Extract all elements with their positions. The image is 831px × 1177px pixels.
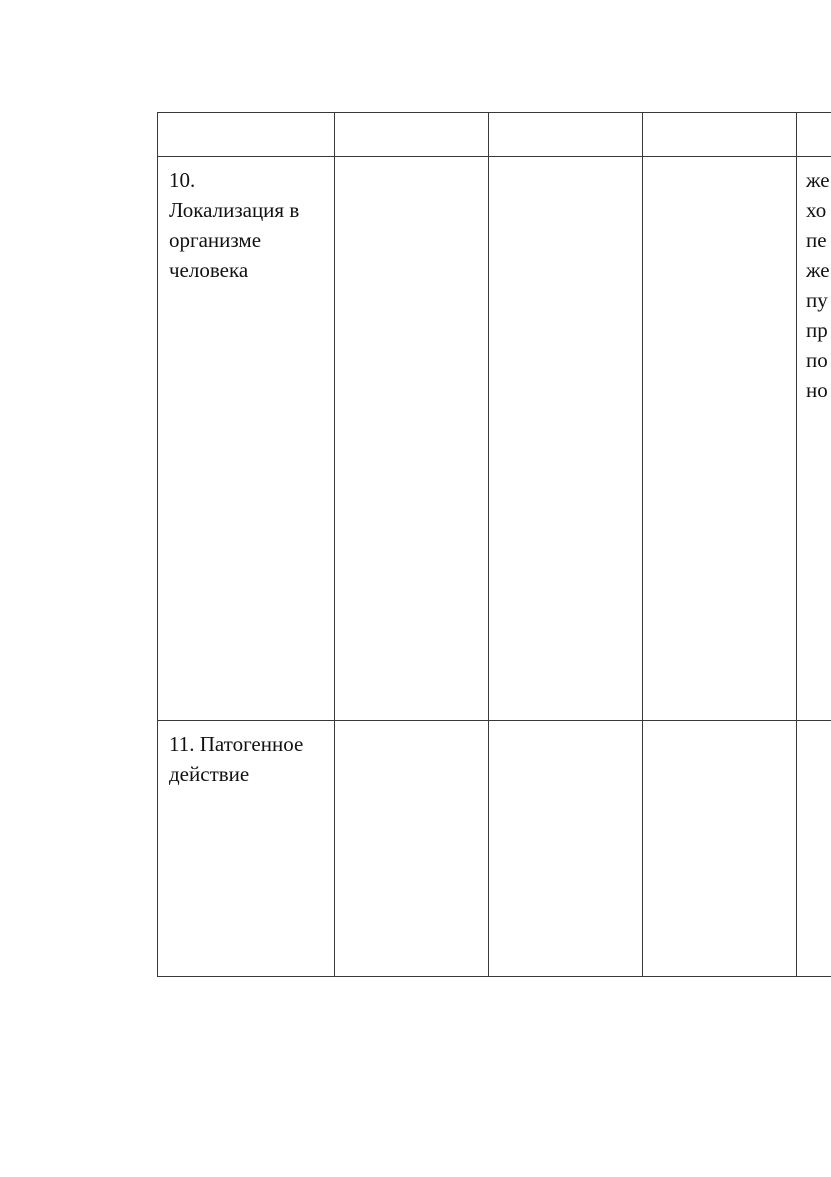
row-label-line: организме (169, 228, 262, 252)
cell-text-line: по (806, 348, 828, 372)
row-label-line: 11. Патогенное (169, 732, 304, 756)
table-cell (643, 157, 797, 721)
table-row (158, 157, 831, 721)
cell-text-line: но (806, 378, 828, 402)
table-cell (335, 721, 489, 977)
table-header-row (158, 113, 831, 157)
truncated-text-cell (797, 157, 831, 721)
row-label-line: Локализация в (169, 198, 300, 222)
cell-text-line: пу (806, 288, 828, 312)
cell-text-line: пе (806, 228, 827, 252)
table-cell (489, 721, 643, 977)
row-label-cell (158, 721, 335, 977)
table-cell (335, 157, 489, 721)
cell-text-line: хо (806, 198, 827, 222)
table-cell (797, 113, 831, 157)
table-cell (643, 113, 797, 157)
table-cell (158, 113, 335, 157)
row-label-line: действие (169, 762, 250, 786)
row-label-line: 10. (169, 168, 196, 192)
table-cell (797, 721, 831, 977)
row-label-line: человека (169, 258, 249, 282)
cell-text-line: же (806, 258, 830, 282)
table-cell (335, 113, 489, 157)
table-row (158, 721, 831, 977)
cell-text-line: же (806, 168, 830, 192)
comparison-table (157, 112, 831, 977)
table-cell (643, 721, 797, 977)
cell-text-line: пр (806, 318, 828, 342)
comparison-table-viewport (157, 112, 831, 987)
table-cell (489, 113, 643, 157)
table-cell (489, 157, 643, 721)
row-label-cell (158, 157, 335, 721)
